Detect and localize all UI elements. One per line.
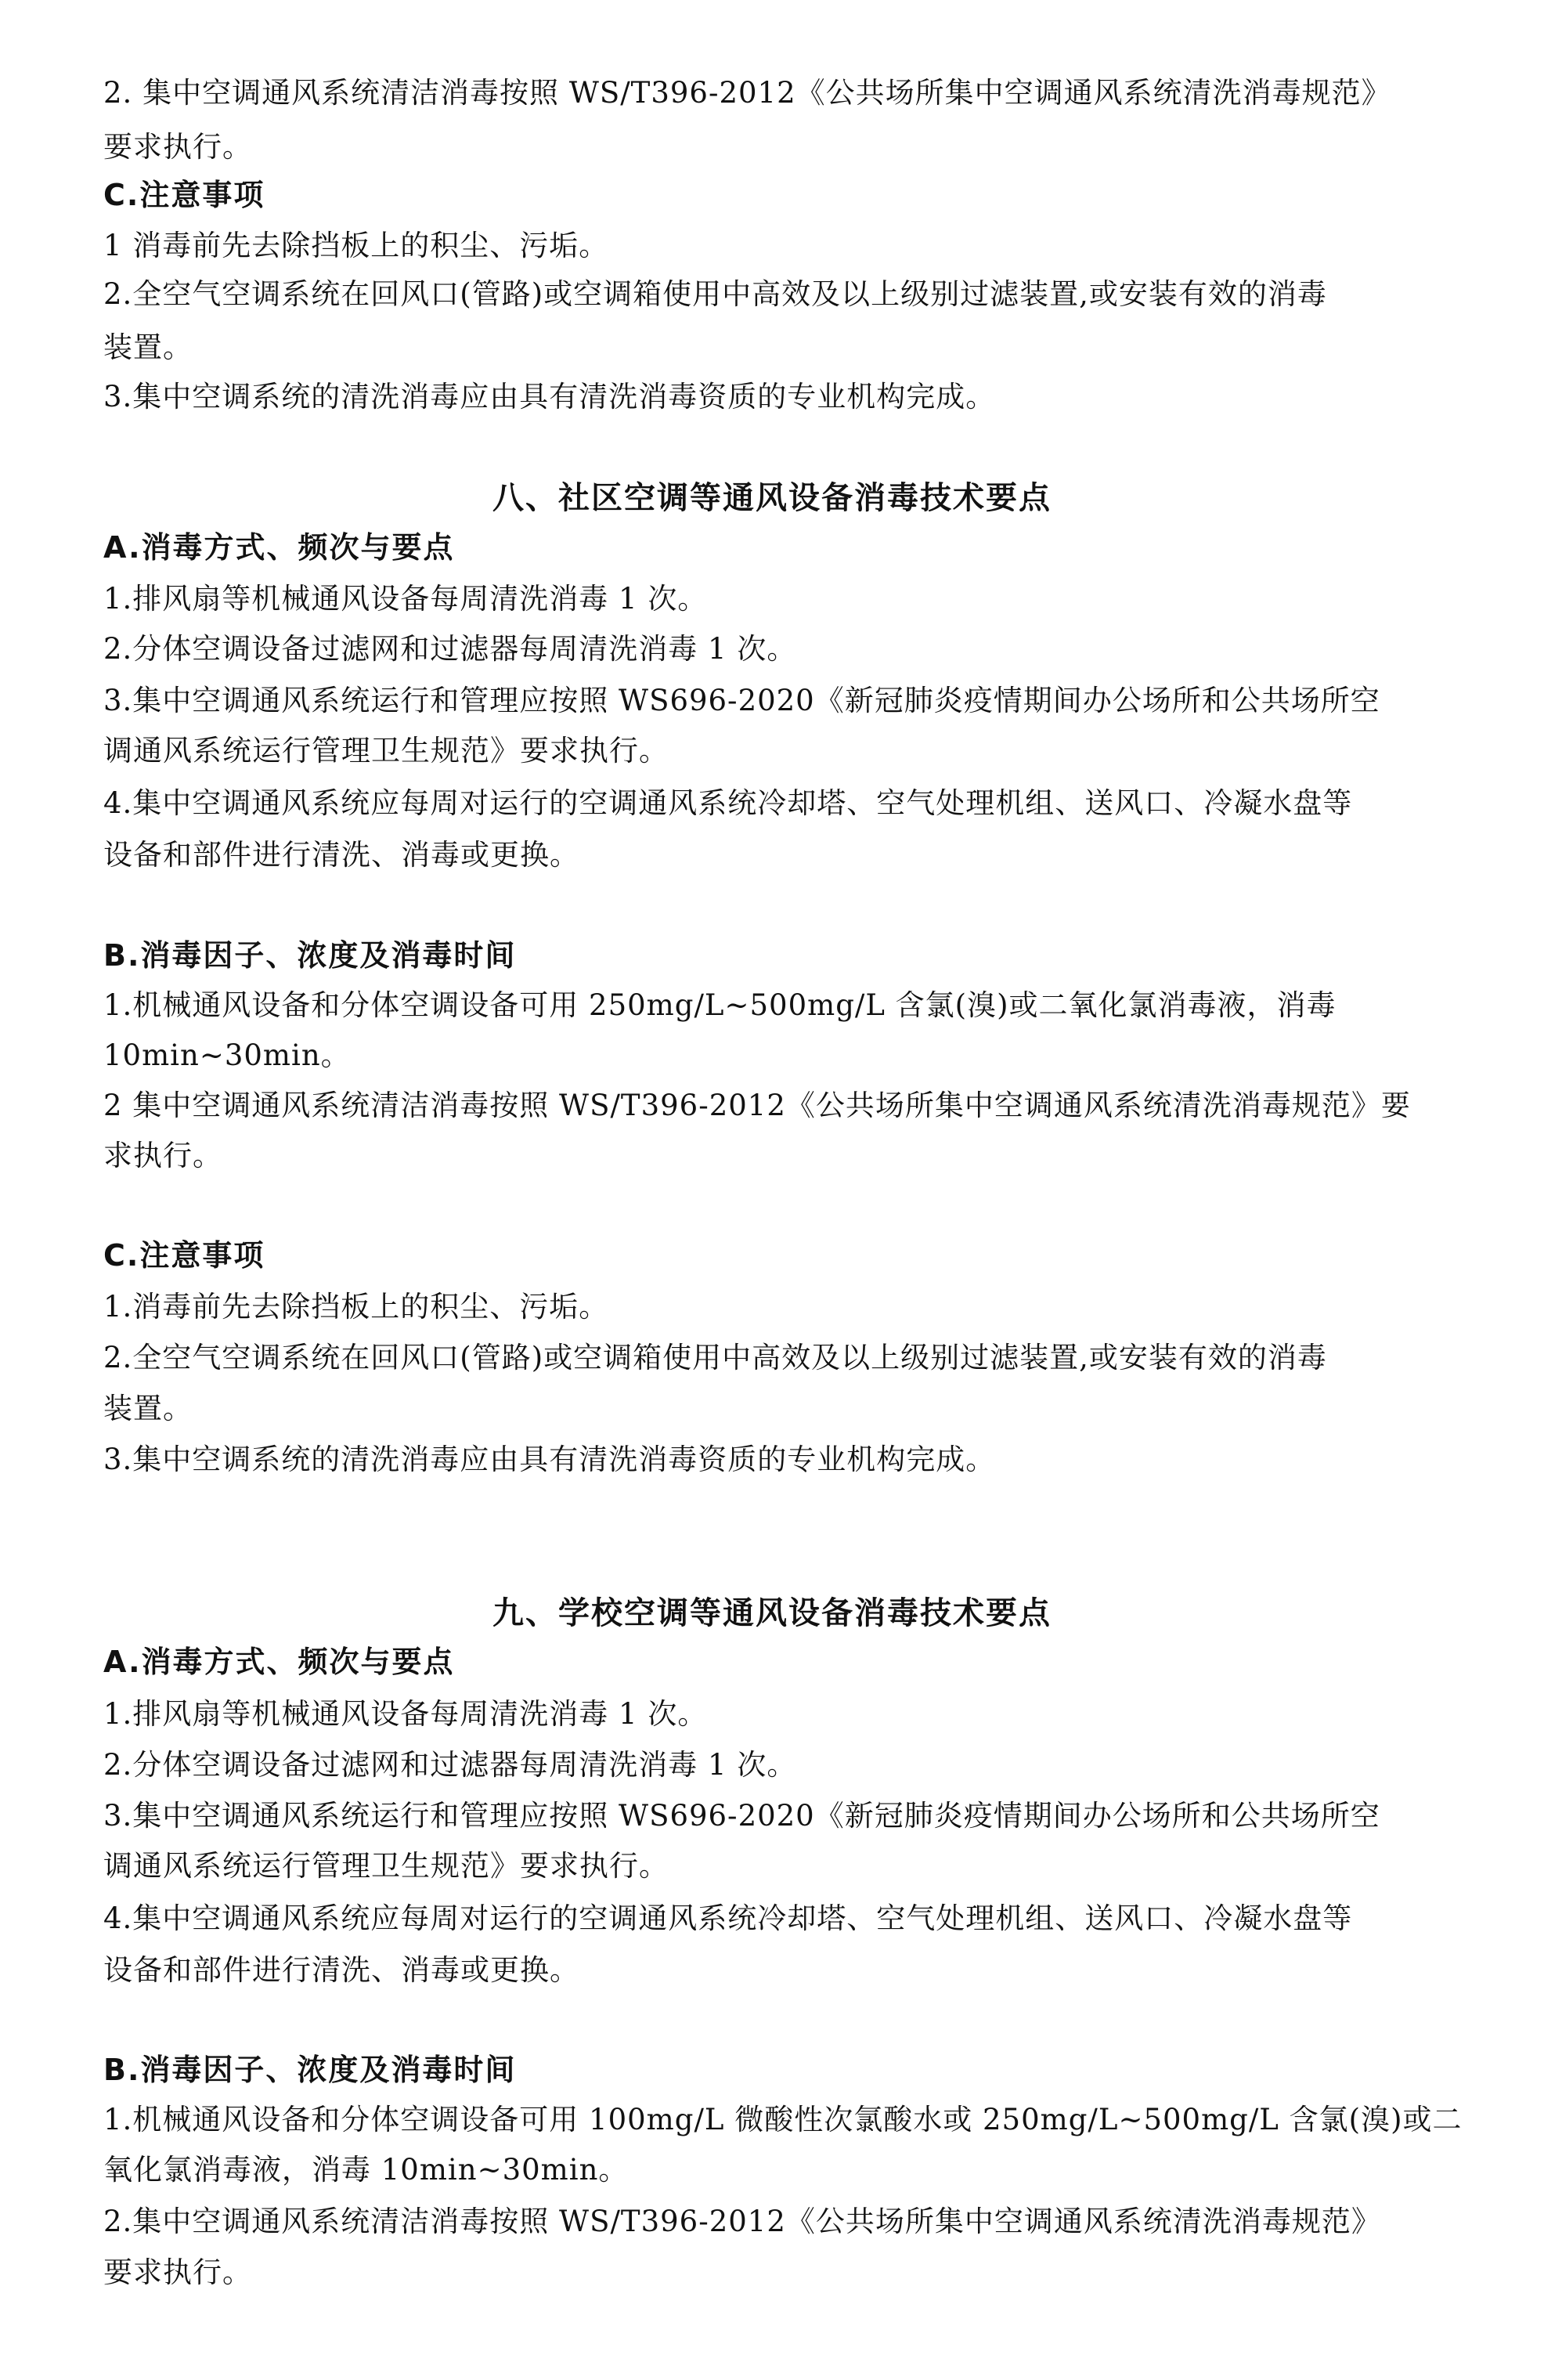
paragraph-line: 要求执行。 <box>103 2255 252 2289</box>
paragraph-line: 3.集中空调系统的清洗消毒应由具有清洗消毒资质的专业机构完成。 <box>103 1443 996 1476</box>
paragraph-line: 氧化氯消毒液，消毒 10min~30min。 <box>103 2153 629 2187</box>
paragraph-line: 2.分体空调设备过滤网和过滤器每周清洗消毒 1 次。 <box>103 1748 797 1782</box>
paragraph-line: 装置。 <box>103 330 193 364</box>
paragraph-line: 2.全空气空调系统在回风口(管路)或空调箱使用中高效及以上级别过滤装置,或安装有效的消毒 <box>103 277 1327 311</box>
paragraph-line: 设备和部件进行清洗、消毒或更换。 <box>103 838 579 872</box>
paragraph-line: 调通风系统运行管理卫生规范》要求执行。 <box>103 734 669 767</box>
paragraph-line: 设备和部件进行清洗、消毒或更换。 <box>103 1953 579 1987</box>
paragraph-line: 2 集中空调通风系统清洁消毒按照 WS/T396-2012《公共场所集中空调通风系统清洗消毒规范》要 <box>103 1089 1411 1122</box>
paragraph-line: 1.排风扇等机械通风设备每周清洗消毒 1 次。 <box>103 582 708 616</box>
section-subheading: A.消毒方式、频次与要点 <box>103 1645 455 1679</box>
paragraph-line: 1.排风扇等机械通风设备每周清洗消毒 1 次。 <box>103 1697 708 1731</box>
paragraph-line: 10min~30min。 <box>103 1038 351 1072</box>
paragraph-line: 3.集中空调通风系统运行和管理应按照 WS696-2020《新冠肺炎疫情期间办公场所和公共场所空 <box>103 684 1380 717</box>
paragraph-line: 1.机械通风设备和分体空调设备可用 100mg/L 微酸性次氯酸水或 250mg/L~500mg/L 含氯(溴)或二 <box>103 2103 1463 2136</box>
section-title: 八、社区空调等通风设备消毒技术要点 <box>492 480 1052 516</box>
paragraph-line: 1 消毒前先去除挡板上的积尘、污垢。 <box>103 229 609 262</box>
section-subheading: C.注意事项 <box>103 178 265 212</box>
section-subheading: A.消毒方式、频次与要点 <box>103 530 455 565</box>
paragraph-line: 要求执行。 <box>103 130 252 164</box>
paragraph-line: 求执行。 <box>103 1139 222 1172</box>
section-subheading: B.消毒因子、浓度及消毒时间 <box>103 938 517 973</box>
paragraph-line: 2. 集中空调通风系统清洁消毒按照 WS/T396-2012《公共场所集中空调通风系统清洗消毒规范》 <box>103 76 1391 110</box>
section-title: 九、学校空调等通风设备消毒技术要点 <box>492 1595 1052 1631</box>
paragraph-line: 1.机械通风设备和分体空调设备可用 250mg/L~500mg/L 含氯(溴)或二氧化氯消毒液，消毒 <box>103 988 1337 1022</box>
paragraph-line: 装置。 <box>103 1392 193 1425</box>
paragraph-line: 4.集中空调通风系统应每周对运行的空调通风系统冷却塔、空气处理机组、送风口、冷凝水盘等 <box>103 786 1353 820</box>
paragraph-line: 4.集中空调通风系统应每周对运行的空调通风系统冷却塔、空气处理机组、送风口、冷凝水盘等 <box>103 1901 1353 1935</box>
section-subheading: C.注意事项 <box>103 1238 265 1273</box>
paragraph-line: 3.集中空调通风系统运行和管理应按照 WS696-2020《新冠肺炎疫情期间办公场所和公共场所空 <box>103 1799 1380 1833</box>
paragraph-line: 1.消毒前先去除挡板上的积尘、污垢。 <box>103 1290 609 1324</box>
section-subheading: B.消毒因子、浓度及消毒时间 <box>103 2053 517 2087</box>
paragraph-line: 调通风系统运行管理卫生规范》要求执行。 <box>103 1849 669 1883</box>
paragraph-line: 2.全空气空调系统在回风口(管路)或空调箱使用中高效及以上级别过滤装置,或安装有效的消毒 <box>103 1341 1327 1374</box>
paragraph-line: 2.分体空调设备过滤网和过滤器每周清洗消毒 1 次。 <box>103 632 797 666</box>
paragraph-line: 2.集中空调通风系统清洁消毒按照 WS/T396-2012《公共场所集中空调通风系统清洗消毒规范》 <box>103 2205 1381 2238</box>
paragraph-line: 3.集中空调系统的清洗消毒应由具有清洗消毒资质的专业机构完成。 <box>103 380 996 414</box>
